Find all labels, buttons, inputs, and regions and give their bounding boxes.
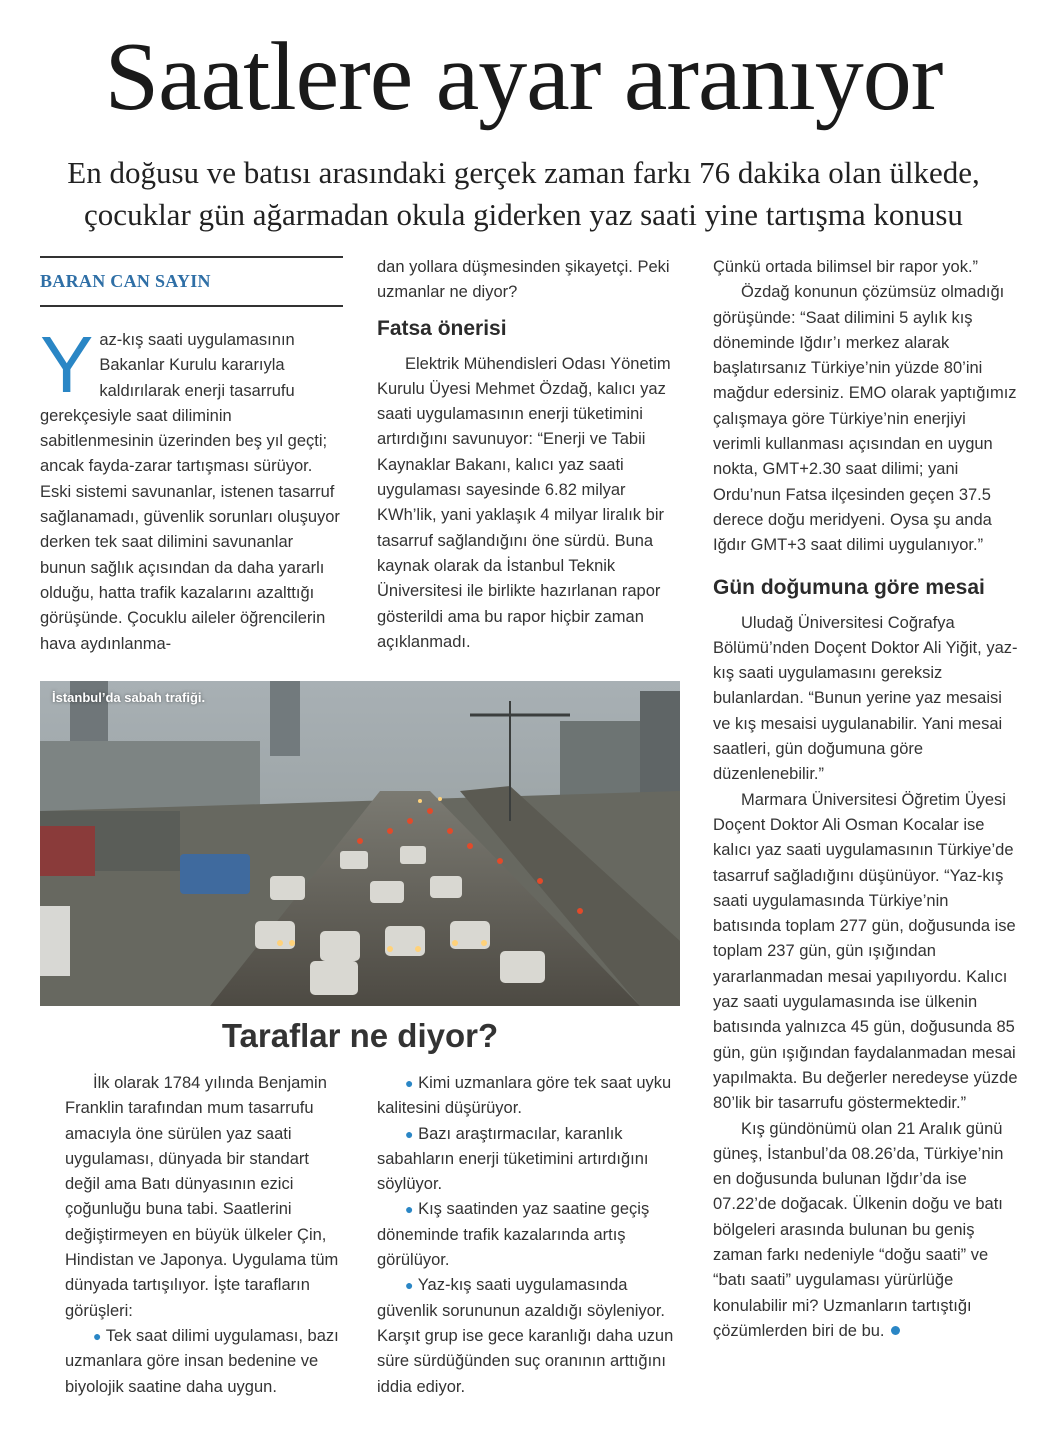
column-3 [713,255,1018,1344]
bullet-item [377,1273,680,1399]
byline-rule-bottom [40,305,343,307]
byline: BARAN CAN SAYIN [40,271,211,291]
section-intro: İlk olarak 1784 yılında Benjamin Franklin tarafından mum tasarrufu amacıyla öne sürülen yaz saati uygulaması, dünyada bir standart değil ama Batı dünyasının ezici çoğunluğu buna tabi. Saatlerini değiştirmeyen en büyük ülkeler Çin, Hindistan ve Japonya. Uygulama tüm dünyada tartışılıyor. İşte tarafların görüşleri: [65,1074,339,1320]
bullet-icon: ● [405,1277,414,1294]
deck-line-1: En doğusu ve batısı arasındaki gerçek zaman farkı 76 dakika olan ülkede, [67,155,980,190]
end-mark-icon [891,1326,900,1335]
paragraph: Marmara Üniversitesi Öğretim Üyesi Doçent Doktor Ali Osman Kocalar ise kalıcı yaz saati uygulamasının Türkiye’de tasarruf sağladığını düşünüyor. “Yaz-kış saati uygulamasında Türkiye’nin batısında toplam 277 gün, doğusunda ise toplam 237 gün, gün ışığından yararlanmadan mesai yapılıyordu. Kalıcı yaz saati uygulamasında ise ülkenin batısında yalnızca 45 gün, doğusunda 85 gün, gün ışığından faydalanmadan mesai yapılmakta. Bu değerler neredeyse yüzde 80’lik bir tasarrufu göstermektedir.” [713,790,1018,1113]
continued-text: Çünkü ortada bilimsel bir rapor yok.” [713,258,979,276]
intro-paragraph [40,320,343,657]
deck-line-2: çocuklar gün ağarmadan okula giderken yaz saati yine tartışma konusu [84,197,963,232]
headline: Saatlere ayar aranıyor [104,23,943,131]
bullet-icon: ● [405,1201,414,1218]
bullet-text: Kış saatinden yaz saatine geçiş döneminde trafik kazalarında artış görülüyor. [377,1200,650,1270]
drop-cap: Y [40,320,94,409]
bullet-item [377,1122,680,1198]
column-1 [40,320,343,657]
intro-text: az-kış saati uygulamasının Bakanlar Kurulu kararıyla kaldırılarak enerji tasarrufu gerekçesiyle saat diliminin sabitlenmesinin üzerinden beş yıl geçti; ancak fayda-zarar tartışması sürüyor. Eski sistemi savunanlar, istenen tasarruf sağlanamadı, güvenlik sorunları oluşuyor derken tek saat dilimini savunanlar bunun sağlık açısından da daha yararlı olduğu, hatta trafik kazalarını azalttığı görüşünde. Çocuklu aileler öğrencilerin hava aydınlanma- [40,331,340,653]
section-title: Taraflar ne diyor? [221,1017,499,1054]
closing-text: Kış gündönümü olan 21 Aralık günü güneş, İstanbul’da 08.26’da, Türkiye’nin en doğusunda bulunan Iğdır’da ise 07.22’de doğacak. Ülkenin doğu ve batı bölgeleri arasında bulunan bu geniş zaman farkı nedeniyle “doğu saati” ve “batı saati” uygulaması yürürlüğe konulabilir mi? Uzmanların tartıştığı çözümlerden biri de bu. [713,1119,1004,1340]
paragraph: Uludağ Üniversitesi Coğrafya Bölümü’nden Doçent Doktor Ali Yiğit, yaz-kış saati uygulamasını gereksiz bulanlardan. “Bunun yerine yaz mesaisi ve kış mesaisi uygulanabilir. Yani mesai saatleri, gün doğumuna göre düzenlenebilir.” [713,613,1018,784]
continued-text: dan yollara düşmesinden şikayetçi. Peki uzmanlar ne diyor? [377,258,670,302]
traffic-photo-illustration [40,681,680,1006]
section-column-right [377,1071,680,1400]
paragraph: Özdağ konunun çözümsüz olmadığı görüşünde: “Saat dilimini 5 aylık kış döneminde Iğdır’ı merkez alarak başlatırsanız Türkiye’nin yüzde 80’ini mağdur edersiniz. EMO olarak yaptığımız çalışmaya göre Türkiye’nin enerjiyi verimli kullanması açısından en uygun nokta, GMT+2.30 saat dilimi; yani Ordu’nun Fatsa ilçesinden geçen 37.5 derece doğu meridyeni. Oysa şu anda Iğdır GMT+3 saat dilimi uygulanıyor.” [713,283,1017,555]
paragraph: Elektrik Mühendisleri Odası Yönetim Kurulu Üyesi Mehmet Özdağ, kalıcı yaz saati uygulamasının enerji tüketimini artırdığını savunuyor: “Enerji ve Tabii Kaynaklar Bakanı, kalıcı yaz saati uygulaması sayesinde 6.82 milyar KWh’lik, yani yaklaşık 4 milyar liralık bir tasarruf sağlandığını öne sürdü. Buna kaynak olarak da İstanbul Teknik Üniversitesi ile birlikte hazırlanan rapor gösterildi ama bu rapor hiçbir zaman açıklanmadı. [377,354,671,651]
byline-rule-top [40,256,343,258]
bullet-text: Yaz-kış saati uygulamasında güvenlik sorununun azaldığı söyleniyor. Karşıt grup ise gece karanlığı daha uzun süre sürdüğünden suç oranının arttığını iddia ediyor. [377,1276,674,1396]
traffic-photo [40,681,680,1006]
bullet-icon: ● [93,1327,102,1344]
section-column-left [65,1071,343,1400]
bullet-icon: ● [405,1125,414,1142]
bullet-text: Bazı araştırmacılar, karanlık sabahların enerji tüketimini artırdığını söylüyor. [377,1124,649,1194]
bullet-item [377,1071,680,1122]
column-2 [377,255,680,655]
bullet-item [377,1197,680,1273]
subhead-gun-dogumu: Gün doğumuna göre mesai [713,575,985,599]
deck [20,152,1027,236]
bullet-icon: ● [405,1075,414,1091]
bullet-text: Kimi uzmanlara göre tek saat uyku kalitesini düşürüyor. [377,1074,672,1118]
photo-caption: İstanbul’da sabah trafiği. [52,690,206,705]
bullet-item [65,1324,343,1400]
paragraph [713,1117,1018,1345]
bullet-text: Tek saat dilimi uygulaması, bazı uzmanlara göre insan bedenine ve biyolojik saatine daha uygun. [65,1326,339,1396]
subhead-fatsa: Fatsa önerisi [377,316,507,340]
